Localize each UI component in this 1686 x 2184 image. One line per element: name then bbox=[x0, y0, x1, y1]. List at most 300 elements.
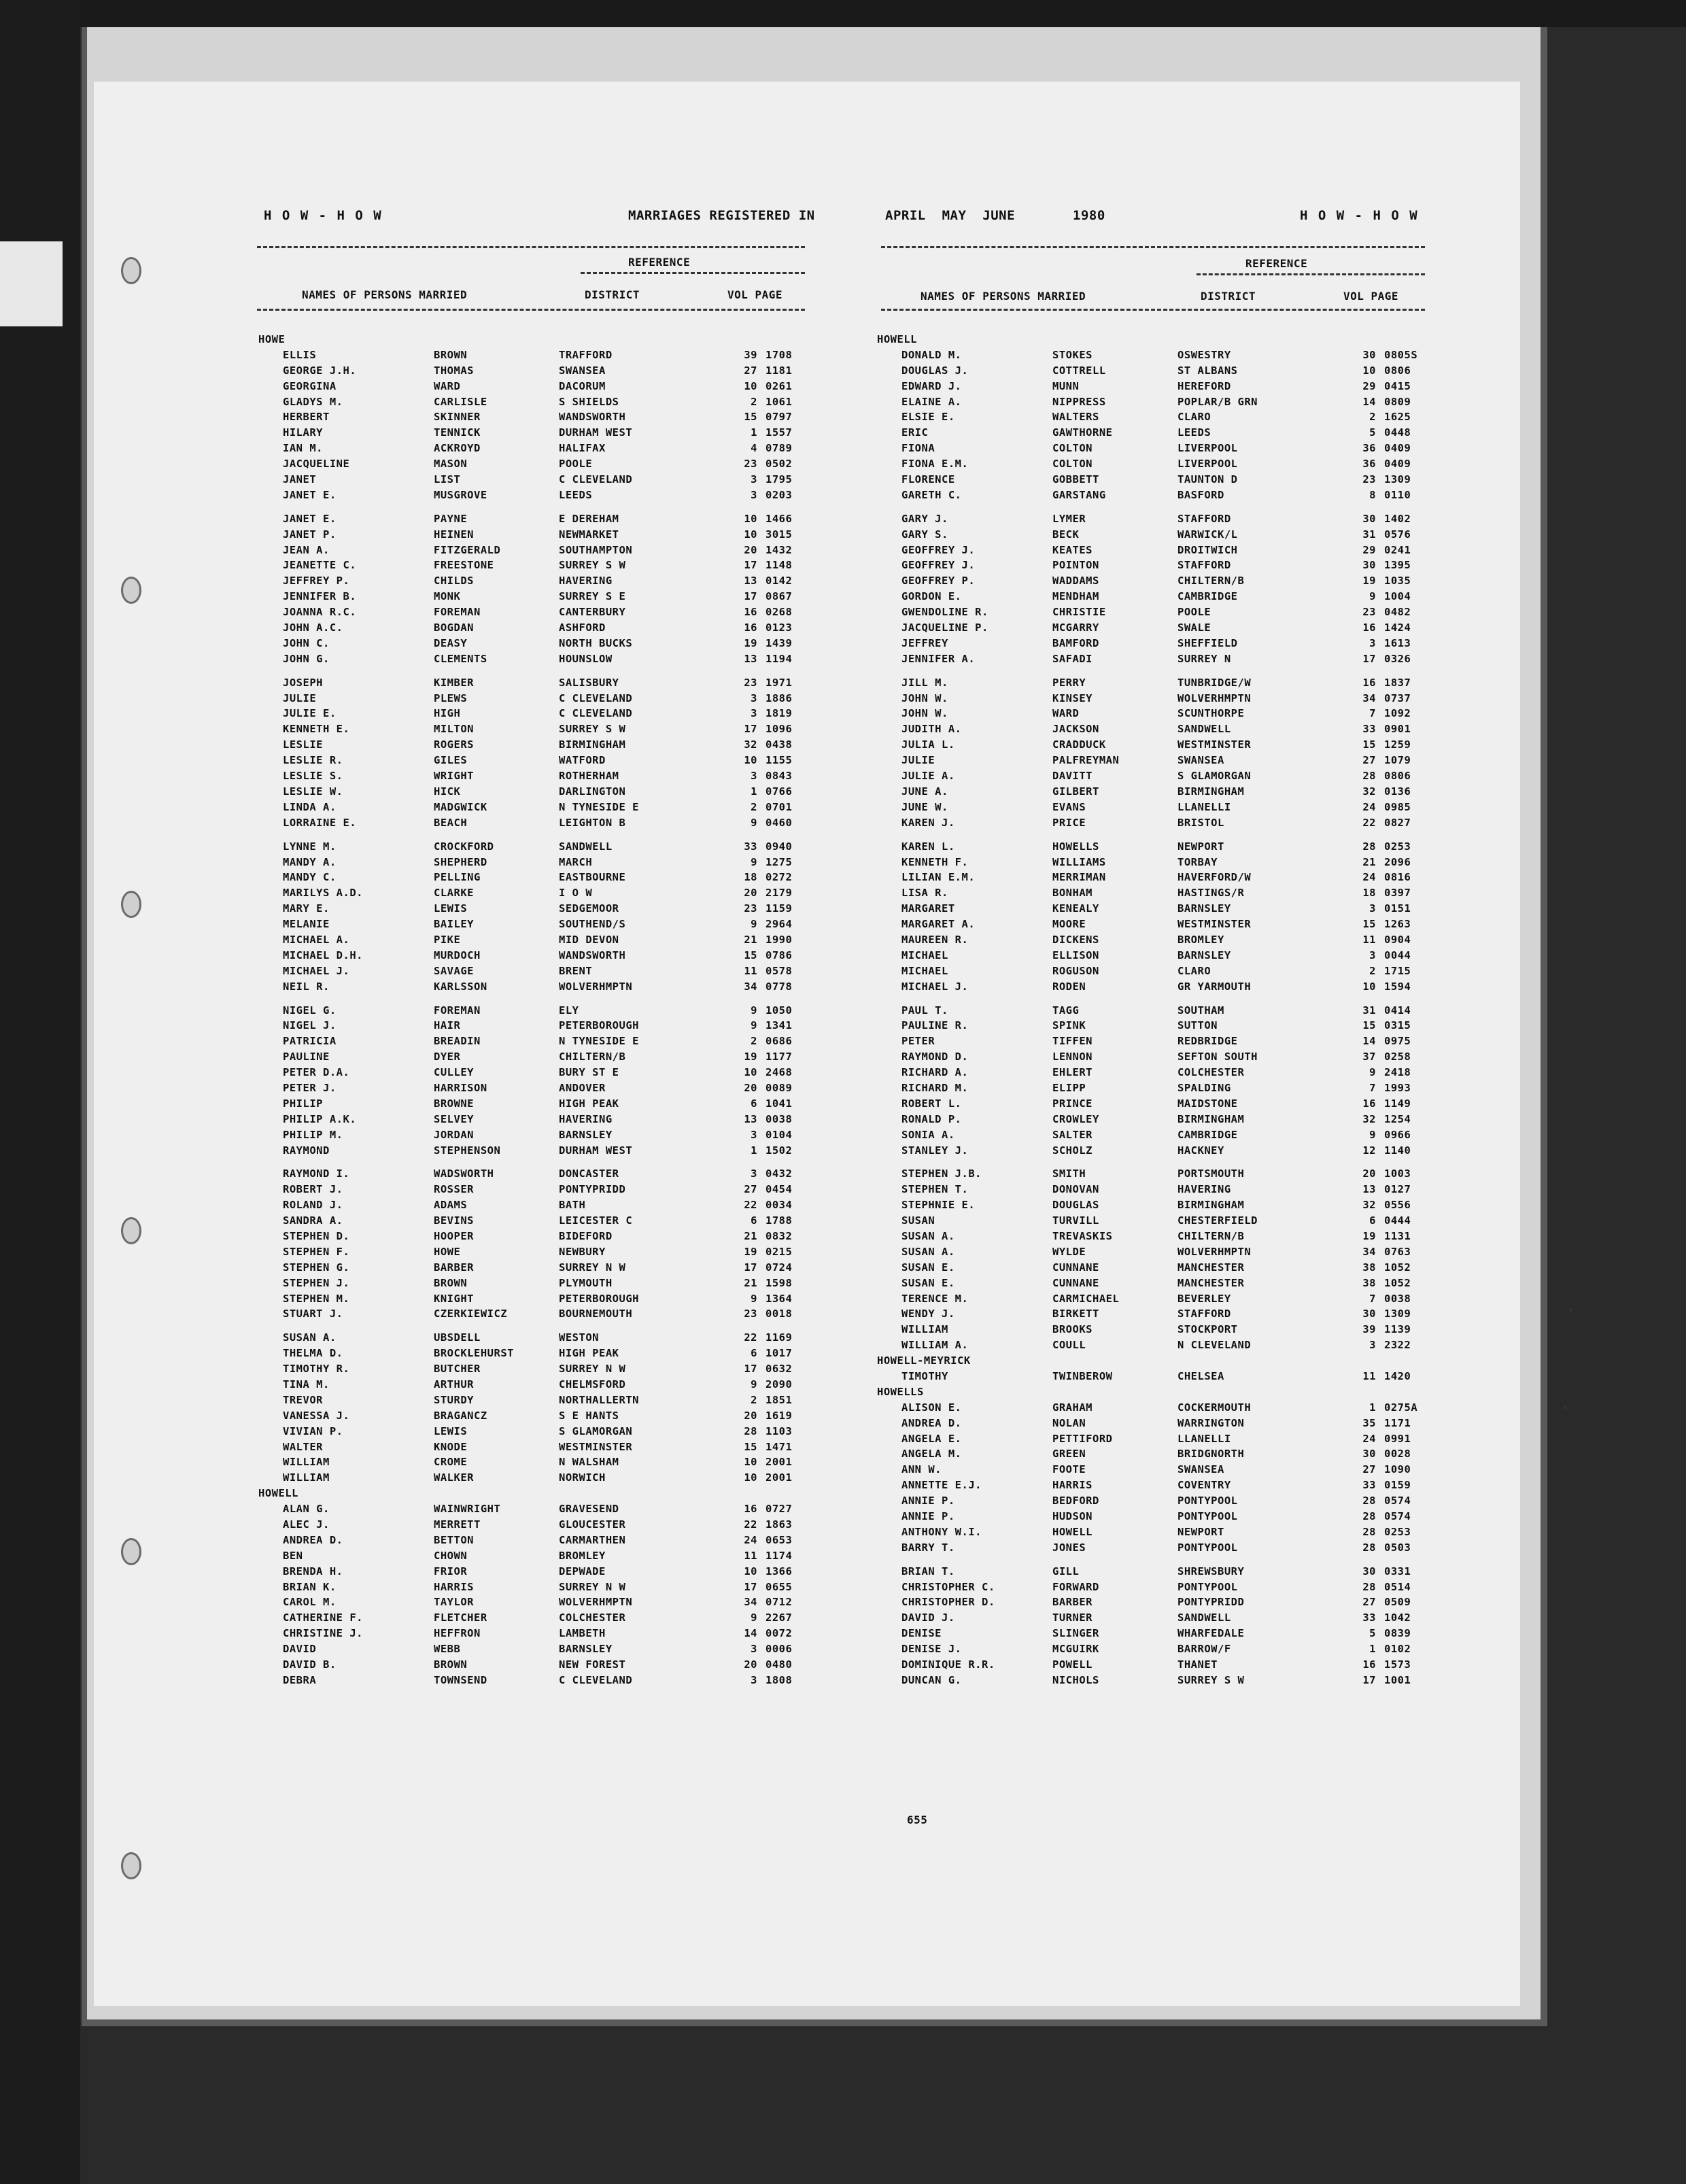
volume: 30 bbox=[1362, 559, 1376, 572]
district: WARWICK/L bbox=[1177, 528, 1238, 541]
page-ref: 3015 bbox=[765, 528, 793, 541]
page-ref: 1042 bbox=[1384, 1611, 1411, 1624]
divider bbox=[257, 309, 805, 311]
page-ref: 1788 bbox=[765, 1214, 793, 1227]
given-names: JOHN W. bbox=[901, 692, 948, 704]
volume: 13 bbox=[744, 575, 757, 587]
page-ref: 1096 bbox=[765, 723, 793, 736]
given-names: ALAN G. bbox=[283, 1503, 330, 1516]
given-names: JULIA L. bbox=[901, 738, 955, 751]
spouse-surname: SAVAGE bbox=[434, 964, 474, 977]
given-names: KAREN J. bbox=[901, 816, 955, 829]
given-names: SONIA A. bbox=[901, 1128, 955, 1141]
district: BROMLEY bbox=[559, 1549, 606, 1562]
marriage-entry bbox=[877, 1417, 1421, 1433]
page-ref: 1090 bbox=[1384, 1463, 1411, 1476]
volume: 16 bbox=[1362, 676, 1376, 689]
marriage-entry bbox=[258, 364, 802, 380]
given-names: LESLIE bbox=[283, 738, 323, 751]
spouse-surname: KEATES bbox=[1052, 543, 1093, 556]
given-names: DAVID B. bbox=[283, 1658, 337, 1671]
marriage-entry bbox=[258, 528, 802, 544]
spouse-surname: KNODE bbox=[434, 1440, 468, 1453]
district: WOLVERHMPTN bbox=[559, 980, 633, 993]
district: SHEFFIELD bbox=[1177, 636, 1238, 649]
district: E DEREHAM bbox=[559, 512, 619, 525]
spouse-surname: CROWLEY bbox=[1052, 1112, 1099, 1125]
given-names: LESLIE W. bbox=[283, 785, 343, 798]
given-names: GARETH C. bbox=[901, 488, 962, 501]
given-names: PETER bbox=[901, 1035, 935, 1048]
page-ref: 0480 bbox=[765, 1658, 793, 1671]
district: HIGH PEAK bbox=[559, 1347, 619, 1360]
spouse-surname: ELIPP bbox=[1052, 1081, 1086, 1094]
page-ref: 0576 bbox=[1384, 528, 1411, 541]
spouse-surname: FOREMAN bbox=[434, 606, 481, 619]
spouse-surname: TAYLOR bbox=[434, 1596, 474, 1609]
volume: 9 bbox=[751, 816, 757, 829]
given-names: BRENDA H. bbox=[283, 1565, 343, 1577]
volume: 1 bbox=[751, 785, 757, 798]
page-ref: 0151 bbox=[1384, 902, 1411, 915]
given-names: BARRY T. bbox=[901, 1541, 955, 1554]
spouse-surname: PETTIFORD bbox=[1052, 1432, 1113, 1445]
spouse-surname: HOWE bbox=[434, 1245, 461, 1258]
volume: 3 bbox=[751, 1643, 757, 1656]
page-ref: 0448 bbox=[1384, 426, 1411, 439]
district: COLCHESTER bbox=[1177, 1066, 1245, 1079]
volume: 28 bbox=[1362, 840, 1376, 853]
marriage-entry bbox=[258, 458, 802, 473]
given-names: JILL M. bbox=[901, 676, 948, 689]
given-names: SUSAN A. bbox=[901, 1229, 955, 1242]
marriage-entry bbox=[877, 349, 1421, 364]
spouse-surname: ADAMS bbox=[434, 1199, 468, 1212]
spouse-surname: FITZGERALD bbox=[434, 543, 501, 556]
spouse-surname: LYMER bbox=[1052, 512, 1086, 525]
page-ref: 1502 bbox=[765, 1144, 793, 1157]
volume: 22 bbox=[744, 1199, 757, 1212]
district: CHESTERFIELD bbox=[1177, 1214, 1258, 1227]
district: HOUNSLOW bbox=[559, 652, 613, 665]
volume: 3 bbox=[1369, 949, 1376, 961]
page-ref: 1573 bbox=[1384, 1658, 1411, 1671]
page-ref: 0241 bbox=[1384, 543, 1411, 556]
district: SWANSEA bbox=[559, 364, 606, 377]
marriage-entry bbox=[877, 1526, 1421, 1541]
page-ref: 0724 bbox=[765, 1261, 793, 1274]
district: BRISTOL bbox=[1177, 816, 1224, 829]
marriage-entry bbox=[877, 1339, 1421, 1354]
district: N TYNESIDE E bbox=[559, 800, 639, 813]
spouse-surname: SALTER bbox=[1052, 1128, 1093, 1141]
marriage-entry bbox=[258, 723, 802, 738]
district: GLOUCESTER bbox=[559, 1518, 626, 1531]
volume: 11 bbox=[1362, 1370, 1376, 1382]
given-names: TERENCE M. bbox=[901, 1292, 969, 1305]
volume: 22 bbox=[744, 1518, 757, 1531]
page-ref: 1819 bbox=[765, 707, 793, 720]
page-ref: 0701 bbox=[765, 800, 793, 813]
district: MAIDSTONE bbox=[1177, 1097, 1238, 1110]
page-ref: 1309 bbox=[1384, 1308, 1411, 1320]
marriage-entry bbox=[877, 653, 1421, 668]
marriage-entry bbox=[258, 473, 802, 489]
spouse-surname: PRICE bbox=[1052, 816, 1086, 829]
marriage-entry bbox=[258, 707, 802, 723]
given-names: NIGEL G. bbox=[283, 1004, 337, 1017]
marriage-entry bbox=[877, 1214, 1421, 1230]
volume: 17 bbox=[744, 590, 757, 603]
district: BARNSLEY bbox=[559, 1643, 613, 1656]
volume: 3 bbox=[751, 692, 757, 704]
given-names: JEAN A. bbox=[283, 543, 330, 556]
given-names: LORRAINE E. bbox=[283, 816, 357, 829]
volume: 39 bbox=[1362, 1323, 1376, 1336]
given-names: GEOFFREY J. bbox=[901, 559, 976, 572]
given-names: HERBERT bbox=[283, 411, 330, 424]
volume: 19 bbox=[1362, 575, 1376, 587]
page-ref: 1139 bbox=[1384, 1323, 1411, 1336]
page-ref: 0727 bbox=[765, 1503, 793, 1516]
given-names: PAULINE bbox=[283, 1051, 330, 1063]
page-ref: 0123 bbox=[765, 621, 793, 634]
header-period: APRIL MAY JUNE bbox=[885, 208, 1016, 223]
volume: 22 bbox=[1362, 816, 1376, 829]
district: WESTMINSTER bbox=[559, 1440, 633, 1453]
given-names: JACQUELINE bbox=[283, 458, 350, 471]
volume: 1 bbox=[751, 1144, 757, 1157]
district: SOUTHAM bbox=[1177, 1004, 1224, 1017]
district: C CLEVELAND bbox=[559, 473, 633, 486]
given-names: MICHAEL bbox=[901, 964, 948, 977]
marriage-entry bbox=[877, 606, 1421, 621]
district: SEDGEMOOR bbox=[559, 902, 619, 915]
spouse-surname: GILES bbox=[434, 754, 468, 767]
surname-heading bbox=[258, 1487, 802, 1503]
given-names: RAYMOND bbox=[283, 1144, 330, 1157]
district: CHILTERN/B bbox=[1177, 575, 1245, 587]
district-heading: DISTRICT bbox=[1201, 290, 1256, 303]
spouse-surname: MERRIMAN bbox=[1052, 871, 1106, 884]
volume: 27 bbox=[1362, 1596, 1376, 1609]
given-names: JOHN G. bbox=[283, 652, 330, 665]
marriage-entry bbox=[877, 1199, 1421, 1214]
marriage-entry bbox=[877, 1370, 1421, 1386]
page-ref: 0460 bbox=[765, 816, 793, 829]
volume: 18 bbox=[1362, 887, 1376, 900]
given-names: PHILIP A.K. bbox=[283, 1112, 357, 1125]
given-names: STANLEY J. bbox=[901, 1144, 969, 1157]
volume: 18 bbox=[744, 871, 757, 884]
district: BARROW/F bbox=[1177, 1643, 1231, 1656]
volume: 15 bbox=[744, 1440, 757, 1453]
marriage-entry bbox=[877, 1051, 1421, 1066]
marriage-entry bbox=[258, 590, 802, 606]
district: BROMLEY bbox=[1177, 933, 1224, 946]
marriage-entry bbox=[258, 1441, 802, 1456]
page-ref: 2267 bbox=[765, 1611, 793, 1624]
marriage-entry bbox=[877, 677, 1421, 692]
page-ref: 1259 bbox=[1384, 738, 1411, 751]
spouse-surname: STOKES bbox=[1052, 348, 1093, 361]
spouse-surname: BROWN bbox=[434, 348, 468, 361]
given-names: VIVIAN P. bbox=[283, 1424, 343, 1437]
marriage-entry bbox=[877, 1113, 1421, 1129]
spouse-surname: TURVILL bbox=[1052, 1214, 1099, 1227]
page-ref: 1309 bbox=[1384, 473, 1411, 486]
given-names: JEANETTE C. bbox=[283, 559, 357, 572]
spouse-surname: WALTERS bbox=[1052, 411, 1099, 424]
volume: 16 bbox=[744, 606, 757, 619]
page-ref: 0806 bbox=[1384, 364, 1411, 377]
given-names: WILLIAM A. bbox=[901, 1339, 969, 1352]
page-ref: 0414 bbox=[1384, 1004, 1411, 1017]
marriage-entry bbox=[258, 754, 802, 770]
district: DACORUM bbox=[559, 379, 606, 392]
marriage-entry bbox=[877, 575, 1421, 590]
marriage-entry bbox=[877, 1643, 1421, 1658]
spouse-surname: NIPPRESS bbox=[1052, 395, 1106, 408]
surname-text: HOWELL bbox=[877, 333, 917, 345]
marriage-entry bbox=[258, 442, 802, 458]
marriage-entry bbox=[877, 364, 1421, 380]
given-names: STEPHEN G. bbox=[283, 1261, 350, 1274]
district: BEVERLEY bbox=[1177, 1292, 1231, 1305]
district: HACKNEY bbox=[1177, 1144, 1224, 1157]
page-ref: 1708 bbox=[765, 348, 793, 361]
given-names: RAYMOND I. bbox=[283, 1167, 350, 1180]
district: LIVERPOOL bbox=[1177, 442, 1238, 455]
page-ref: 0275A bbox=[1384, 1401, 1418, 1414]
district: SURREY S E bbox=[559, 590, 626, 603]
volume: 20 bbox=[744, 1658, 757, 1671]
punch-hole bbox=[121, 577, 141, 604]
given-names: DONALD M. bbox=[901, 348, 962, 361]
marriage-entry bbox=[877, 1230, 1421, 1246]
district: THANET bbox=[1177, 1658, 1218, 1671]
spouse-surname: RODEN bbox=[1052, 980, 1086, 993]
spouse-surname: PIKE bbox=[434, 933, 461, 946]
spouse-surname: SMITH bbox=[1052, 1167, 1086, 1180]
spouse-surname: MILTON bbox=[434, 723, 474, 736]
marriage-entry bbox=[258, 785, 802, 801]
spouse-surname: TAGG bbox=[1052, 1004, 1080, 1017]
given-names: MARY E. bbox=[283, 902, 330, 915]
spouse-surname: ROSSER bbox=[434, 1183, 474, 1196]
spouse-surname: SPINK bbox=[1052, 1019, 1086, 1032]
given-names: DAVID bbox=[283, 1643, 317, 1656]
page-ref: 0258 bbox=[1384, 1051, 1411, 1063]
given-names: FIONA bbox=[901, 442, 935, 455]
marriage-entry bbox=[877, 785, 1421, 801]
spouse-surname: WEBB bbox=[434, 1643, 461, 1656]
spouse-surname: BOGDAN bbox=[434, 621, 474, 634]
volume: 9 bbox=[1369, 590, 1376, 603]
district: LAMBETH bbox=[559, 1627, 606, 1640]
marriage-entry bbox=[877, 707, 1421, 723]
spouse-surname: MASON bbox=[434, 458, 468, 471]
volume: 16 bbox=[1362, 621, 1376, 634]
volume: 10 bbox=[1362, 980, 1376, 993]
page-ref: 0574 bbox=[1384, 1495, 1411, 1507]
volume: 23 bbox=[744, 676, 757, 689]
district: STAFFORD bbox=[1177, 1308, 1231, 1320]
volume: 10 bbox=[744, 754, 757, 767]
spouse-surname: HOOPER bbox=[434, 1229, 474, 1242]
given-names: ANNETTE E.J. bbox=[901, 1479, 982, 1492]
volume: 30 bbox=[1362, 1565, 1376, 1577]
page-ref: 0827 bbox=[1384, 816, 1411, 829]
marriage-entry bbox=[258, 1456, 802, 1471]
spouse-surname: BUTCHER bbox=[434, 1363, 481, 1376]
given-names: ERIC bbox=[901, 426, 929, 439]
spouse-surname: DONOVAN bbox=[1052, 1183, 1099, 1196]
district: S SHIELDS bbox=[559, 395, 619, 408]
given-names: DOUGLAS J. bbox=[901, 364, 969, 377]
spouse-surname: TIFFEN bbox=[1052, 1035, 1093, 1048]
district: PETERBOROUGH bbox=[559, 1292, 639, 1305]
district: POPLAR/B GRN bbox=[1177, 395, 1258, 408]
district: ROTHERHAM bbox=[559, 770, 619, 783]
given-names: JOHN C. bbox=[283, 636, 330, 649]
volume: 17 bbox=[744, 1363, 757, 1376]
marriage-entry bbox=[258, 380, 802, 396]
district: HALIFAX bbox=[559, 442, 606, 455]
volume: 28 bbox=[1362, 770, 1376, 783]
district: DURHAM WEST bbox=[559, 426, 633, 439]
given-names: JOHN W. bbox=[901, 707, 948, 720]
page-ref: 0018 bbox=[765, 1308, 793, 1320]
page-ref: 1155 bbox=[765, 754, 793, 767]
volume: 2 bbox=[751, 1035, 757, 1048]
spouse-surname: CLEMENTS bbox=[434, 652, 487, 665]
marriage-entry bbox=[877, 1433, 1421, 1448]
page-ref: 1103 bbox=[765, 1424, 793, 1437]
district: BASFORD bbox=[1177, 488, 1224, 501]
spouse-surname: WILLIAMS bbox=[1052, 855, 1106, 868]
volume: 33 bbox=[1362, 723, 1376, 736]
district: NORTH BUCKS bbox=[559, 636, 633, 649]
page-ref: 2090 bbox=[765, 1378, 793, 1390]
page-ref: 2096 bbox=[1384, 855, 1411, 868]
spouse-surname: BRAGANCZ bbox=[434, 1409, 487, 1422]
page-ref: 0102 bbox=[1384, 1643, 1411, 1656]
spouse-surname: TREVASKIS bbox=[1052, 1229, 1113, 1242]
given-names: LYNNE M. bbox=[283, 840, 337, 853]
district: NEWMARKET bbox=[559, 528, 619, 541]
volume: 32 bbox=[744, 738, 757, 751]
marriage-entry bbox=[258, 1113, 802, 1129]
spouse-surname: KNIGHT bbox=[434, 1292, 474, 1305]
district: LLANELLI bbox=[1177, 800, 1231, 813]
marriage-entry bbox=[877, 902, 1421, 918]
volume: 24 bbox=[744, 1533, 757, 1546]
district: BIRMINGHAM bbox=[1177, 1112, 1245, 1125]
spouse-surname: MCGARRY bbox=[1052, 621, 1099, 634]
given-names: DUNCAN G. bbox=[901, 1673, 962, 1686]
marriage-entry bbox=[877, 1129, 1421, 1144]
district: LEIGHTON B bbox=[559, 816, 626, 829]
spouse-surname: KARLSSON bbox=[434, 980, 487, 993]
given-names: SUSAN E. bbox=[901, 1261, 955, 1274]
spouse-surname: MADGWICK bbox=[434, 800, 487, 813]
volume: 15 bbox=[744, 411, 757, 424]
spouse-surname: JORDAN bbox=[434, 1128, 474, 1141]
spouse-surname: MCGUIRK bbox=[1052, 1643, 1099, 1656]
page-ref: 1194 bbox=[765, 652, 793, 665]
spouse-surname: BONHAM bbox=[1052, 887, 1093, 900]
given-names: MELANIE bbox=[283, 918, 330, 931]
district: BARNSLEY bbox=[1177, 949, 1231, 961]
district: WARRINGTON bbox=[1177, 1416, 1245, 1429]
volume: 38 bbox=[1362, 1261, 1376, 1274]
page-ref: 0832 bbox=[765, 1229, 793, 1242]
volume: 1 bbox=[751, 426, 757, 439]
district: DEPWADE bbox=[559, 1565, 606, 1577]
volume: 15 bbox=[1362, 918, 1376, 931]
scan-speck bbox=[1564, 1406, 1567, 1410]
marriage-entry bbox=[877, 1495, 1421, 1510]
volume: 34 bbox=[744, 1596, 757, 1609]
district: ELY bbox=[559, 1004, 579, 1017]
marriage-entry bbox=[877, 1323, 1421, 1339]
page-ref: 0805S bbox=[1384, 348, 1418, 361]
district: NEWBURY bbox=[559, 1245, 606, 1258]
given-names: LESLIE R. bbox=[283, 754, 343, 767]
given-names: DAVID J. bbox=[901, 1611, 955, 1624]
marriage-entry bbox=[258, 1331, 802, 1347]
marriage-entry bbox=[258, 349, 802, 364]
spouse-surname: MURDOCH bbox=[434, 949, 481, 961]
punch-hole bbox=[121, 1852, 141, 1879]
page-ref: 1594 bbox=[1384, 980, 1411, 993]
given-names: JOANNA R.C. bbox=[283, 606, 357, 619]
district: BIRMINGHAM bbox=[559, 738, 626, 751]
district: LEEDS bbox=[1177, 426, 1211, 439]
district: GRAVESEND bbox=[559, 1503, 619, 1516]
spouse-surname: FREESTONE bbox=[434, 559, 494, 572]
marriage-entry bbox=[877, 738, 1421, 754]
district: CAMBRIDGE bbox=[1177, 590, 1238, 603]
page-ref: 1001 bbox=[1384, 1673, 1411, 1686]
district: TUNBRIDGE/W bbox=[1177, 676, 1252, 689]
given-names: ANDREA D. bbox=[283, 1533, 343, 1546]
spouse-surname: DICKENS bbox=[1052, 933, 1099, 946]
marriage-entry bbox=[258, 559, 802, 575]
surname-text: HOWELL-MEYRICK bbox=[877, 1354, 971, 1367]
district: TAUNTON D bbox=[1177, 473, 1238, 486]
given-names: STEPHNIE E. bbox=[901, 1199, 976, 1212]
spouse-surname: SKINNER bbox=[434, 411, 481, 424]
given-names: ANDREA D. bbox=[901, 1416, 962, 1429]
marriage-entry bbox=[258, 1581, 802, 1597]
page-ref: 0159 bbox=[1384, 1479, 1411, 1492]
marriage-entry bbox=[877, 426, 1421, 442]
spouse-surname: STEPHENSON bbox=[434, 1144, 501, 1157]
volume: 20 bbox=[744, 887, 757, 900]
given-names: PHILIP bbox=[283, 1097, 323, 1110]
marriage-entry bbox=[258, 1230, 802, 1246]
spouse-surname: MUSGROVE bbox=[434, 488, 487, 501]
district: NEW FOREST bbox=[559, 1658, 626, 1671]
marriage-entry bbox=[258, 1097, 802, 1113]
surname-text: HOWELLS bbox=[877, 1385, 924, 1398]
volume: 27 bbox=[1362, 1463, 1376, 1476]
page-ref: 1263 bbox=[1384, 918, 1411, 931]
volume: 1 bbox=[1369, 1401, 1376, 1414]
given-names: FIONA E.M. bbox=[901, 458, 969, 471]
